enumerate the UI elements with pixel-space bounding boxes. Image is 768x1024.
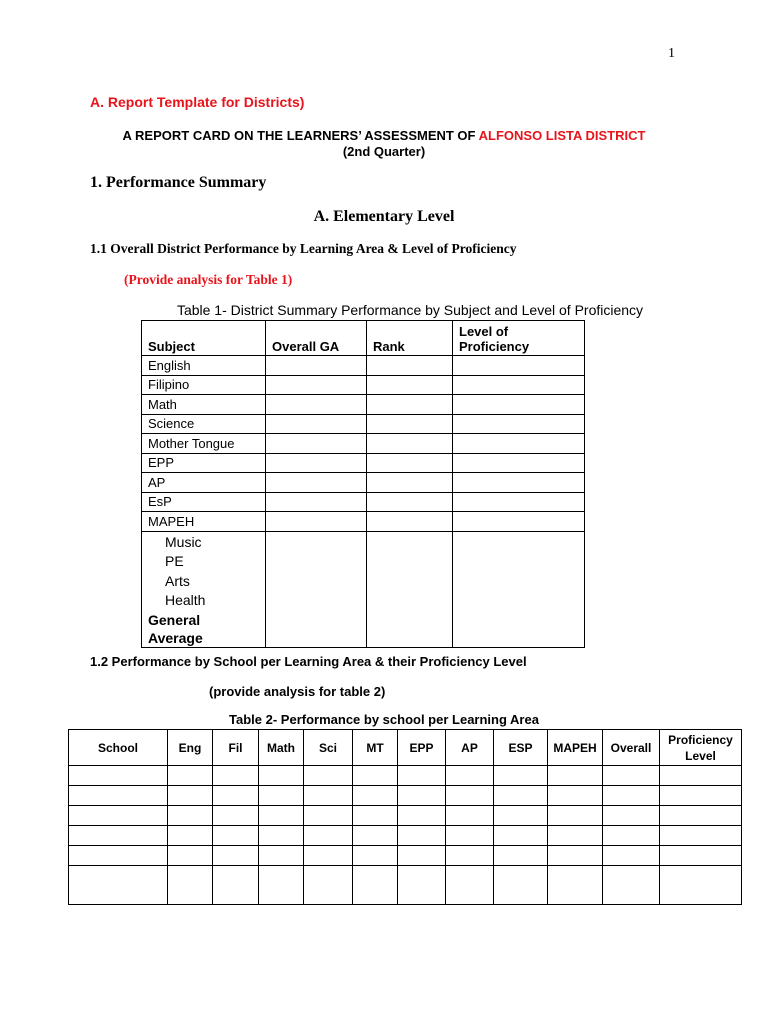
empty-cell: [548, 866, 603, 905]
empty-cell: [453, 434, 585, 454]
district-name: ALFONSO LISTA DISTRICT: [478, 128, 646, 143]
mapeh-component-health: Health: [165, 592, 206, 608]
table-row: [142, 356, 585, 376]
table-row: [142, 453, 585, 473]
empty-cell: [603, 846, 660, 866]
empty-cell: [266, 356, 367, 376]
empty-cell: [367, 473, 453, 493]
empty-cell: [266, 375, 367, 395]
table-row: [142, 512, 585, 532]
empty-cell: [353, 806, 398, 826]
header-school: School: [69, 730, 168, 766]
empty-cell: [453, 375, 585, 395]
empty-cell: [603, 866, 660, 905]
empty-cell: [69, 866, 168, 905]
empty-cell: [446, 866, 494, 905]
empty-cell: [453, 512, 585, 532]
empty-cell: [259, 806, 304, 826]
empty-cell: [603, 766, 660, 786]
empty-cell: [69, 786, 168, 806]
table-row: [142, 395, 585, 415]
empty-cell: [660, 846, 742, 866]
empty-cell: [398, 826, 446, 846]
analysis-note-table2: (provide analysis for table 2): [209, 684, 386, 699]
empty-cell: [266, 531, 367, 647]
empty-cell: [259, 786, 304, 806]
empty-cell: [367, 492, 453, 512]
section-elementary-level: A. Elementary Level: [313, 208, 455, 225]
report-title-line1: [0, 128, 768, 144]
header-overall: Overall: [603, 730, 660, 766]
empty-cell: [453, 395, 585, 415]
empty-cell: [168, 846, 213, 866]
subject-cell: Math: [142, 395, 266, 415]
table-row: [142, 492, 585, 512]
empty-cell: [660, 786, 742, 806]
header-fil: Fil: [213, 730, 259, 766]
empty-cell: [660, 826, 742, 846]
header-overall-ga: Overall GA: [266, 321, 367, 356]
empty-cell: [398, 806, 446, 826]
header-ap: AP: [446, 730, 494, 766]
empty-cell: [603, 806, 660, 826]
empty-cell: [548, 826, 603, 846]
empty-cell: [446, 786, 494, 806]
empty-cell: [367, 395, 453, 415]
empty-cell: [367, 375, 453, 395]
table-row: [69, 826, 742, 846]
header-math: Math: [259, 730, 304, 766]
analysis-note-table1: (Provide analysis for Table 1): [124, 272, 293, 287]
empty-cell: [259, 846, 304, 866]
empty-cell: [367, 356, 453, 376]
empty-cell: [69, 766, 168, 786]
subsection-1-1-title: 1.1 Overall District Performance by Learning Area & Level of Proficiency: [90, 241, 517, 256]
mapeh-components-cell: [142, 531, 266, 647]
table-row: [142, 375, 585, 395]
empty-cell: [266, 414, 367, 434]
empty-cell: [398, 866, 446, 905]
header-proficiency-line1: Proficiency: [668, 732, 733, 747]
empty-cell: [367, 531, 453, 647]
empty-cell: [494, 826, 548, 846]
empty-cell: [304, 866, 353, 905]
empty-cell: [213, 826, 259, 846]
report-title-prefix: A REPORT CARD ON THE LEARNERS’ ASSESSMENT OF: [122, 128, 479, 143]
empty-cell: [367, 434, 453, 454]
empty-cell: [69, 846, 168, 866]
header-epp: EPP: [398, 730, 446, 766]
template-heading: A. Report Template for Districts): [90, 94, 305, 110]
empty-cell: [548, 766, 603, 786]
header-eng: Eng: [168, 730, 213, 766]
empty-cell: [213, 866, 259, 905]
empty-cell: [453, 492, 585, 512]
section-performance-summary: 1. Performance Summary: [90, 174, 267, 191]
empty-cell: [353, 846, 398, 866]
subject-cell: Science: [142, 414, 266, 434]
empty-cell: [353, 766, 398, 786]
table-row: [69, 766, 742, 786]
empty-cell: [69, 826, 168, 846]
empty-cell: [494, 766, 548, 786]
empty-cell: [266, 512, 367, 532]
report-quarter: (2nd Quarter): [342, 144, 426, 159]
empty-cell: [398, 766, 446, 786]
table-row: [142, 414, 585, 434]
empty-cell: [453, 453, 585, 473]
empty-cell: [266, 434, 367, 454]
page-number: 1: [668, 46, 675, 61]
mapeh-component-music: Music: [165, 533, 202, 550]
header-sci: Sci: [304, 730, 353, 766]
empty-cell: [304, 786, 353, 806]
empty-cell: [494, 806, 548, 826]
empty-cell: [367, 414, 453, 434]
subject-cell: MAPEH: [142, 512, 266, 532]
empty-cell: [398, 846, 446, 866]
empty-cell: [213, 806, 259, 826]
header-mt: MT: [353, 730, 398, 766]
empty-cell: [446, 826, 494, 846]
subject-cell: EsP: [142, 492, 266, 512]
header-level-of-proficiency: [453, 321, 585, 356]
empty-cell: [446, 766, 494, 786]
mapeh-component-arts: Arts: [165, 572, 190, 589]
header-proficiency-level: [660, 730, 742, 766]
empty-cell: [660, 766, 742, 786]
table-row: [69, 846, 742, 866]
school-performance-table: [68, 729, 742, 905]
empty-cell: [304, 806, 353, 826]
header-esp: ESP: [494, 730, 548, 766]
table-row: [69, 786, 742, 806]
table-row: [69, 866, 742, 905]
empty-cell: [213, 846, 259, 866]
empty-cell: [353, 786, 398, 806]
empty-cell: [266, 453, 367, 473]
table1-header-row: [142, 321, 585, 356]
empty-cell: [446, 806, 494, 826]
general-average-line2: Average: [148, 629, 203, 646]
header-level-line2: Proficiency: [459, 339, 530, 354]
table-row: [69, 806, 742, 826]
table2-header-row: [69, 730, 742, 766]
empty-cell: [453, 414, 585, 434]
empty-cell: [304, 846, 353, 866]
empty-cell: [213, 766, 259, 786]
subject-cell: AP: [142, 473, 266, 493]
table2-caption: Table 2- Performance by school per Learning Area: [229, 712, 539, 727]
empty-cell: [168, 786, 213, 806]
empty-cell: [168, 766, 213, 786]
empty-cell: [259, 866, 304, 905]
empty-cell: [168, 866, 213, 905]
empty-cell: [494, 866, 548, 905]
empty-cell: [660, 806, 742, 826]
empty-cell: [353, 866, 398, 905]
general-average-line1: General: [148, 611, 201, 628]
subject-cell: English: [142, 356, 266, 376]
empty-cell: [168, 826, 213, 846]
empty-cell: [266, 473, 367, 493]
empty-cell: [69, 806, 168, 826]
empty-cell: [453, 356, 585, 376]
empty-cell: [446, 846, 494, 866]
report-title: [0, 128, 768, 160]
empty-cell: [259, 826, 304, 846]
empty-cell: [304, 766, 353, 786]
subject-cell: Filipino: [142, 375, 266, 395]
empty-cell: [453, 531, 585, 647]
subject-cell: Mother Tongue: [142, 434, 266, 454]
subsection-1-2-title: 1.2 Performance by School per Learning Area & their Proficiency Level: [90, 654, 527, 669]
empty-cell: [548, 846, 603, 866]
empty-cell: [266, 492, 367, 512]
header-proficiency-line2: Level: [685, 748, 716, 763]
table-row: [142, 473, 585, 493]
district-summary-table: [141, 320, 585, 648]
empty-cell: [367, 453, 453, 473]
empty-cell: [266, 395, 367, 415]
empty-cell: [548, 786, 603, 806]
empty-cell: [603, 786, 660, 806]
empty-cell: [398, 786, 446, 806]
empty-cell: [367, 512, 453, 532]
subject-cell: EPP: [142, 453, 266, 473]
empty-cell: [494, 846, 548, 866]
header-subject: Subject: [142, 321, 266, 356]
empty-cell: [168, 806, 213, 826]
mapeh-components-row: [142, 531, 585, 647]
empty-cell: [494, 786, 548, 806]
mapeh-component-pe: PE: [165, 553, 184, 569]
header-mapeh: MAPEH: [548, 730, 603, 766]
empty-cell: [259, 766, 304, 786]
empty-cell: [353, 826, 398, 846]
empty-cell: [213, 786, 259, 806]
empty-cell: [548, 806, 603, 826]
header-level-line1: Level of: [459, 324, 509, 339]
empty-cell: [603, 826, 660, 846]
table-row: [142, 434, 585, 454]
empty-cell: [304, 826, 353, 846]
table1-caption: Table 1- District Summary Performance by Subject and Level of Proficiency: [176, 302, 644, 318]
empty-cell: [660, 866, 742, 905]
header-rank: Rank: [367, 321, 453, 356]
empty-cell: [453, 473, 585, 493]
